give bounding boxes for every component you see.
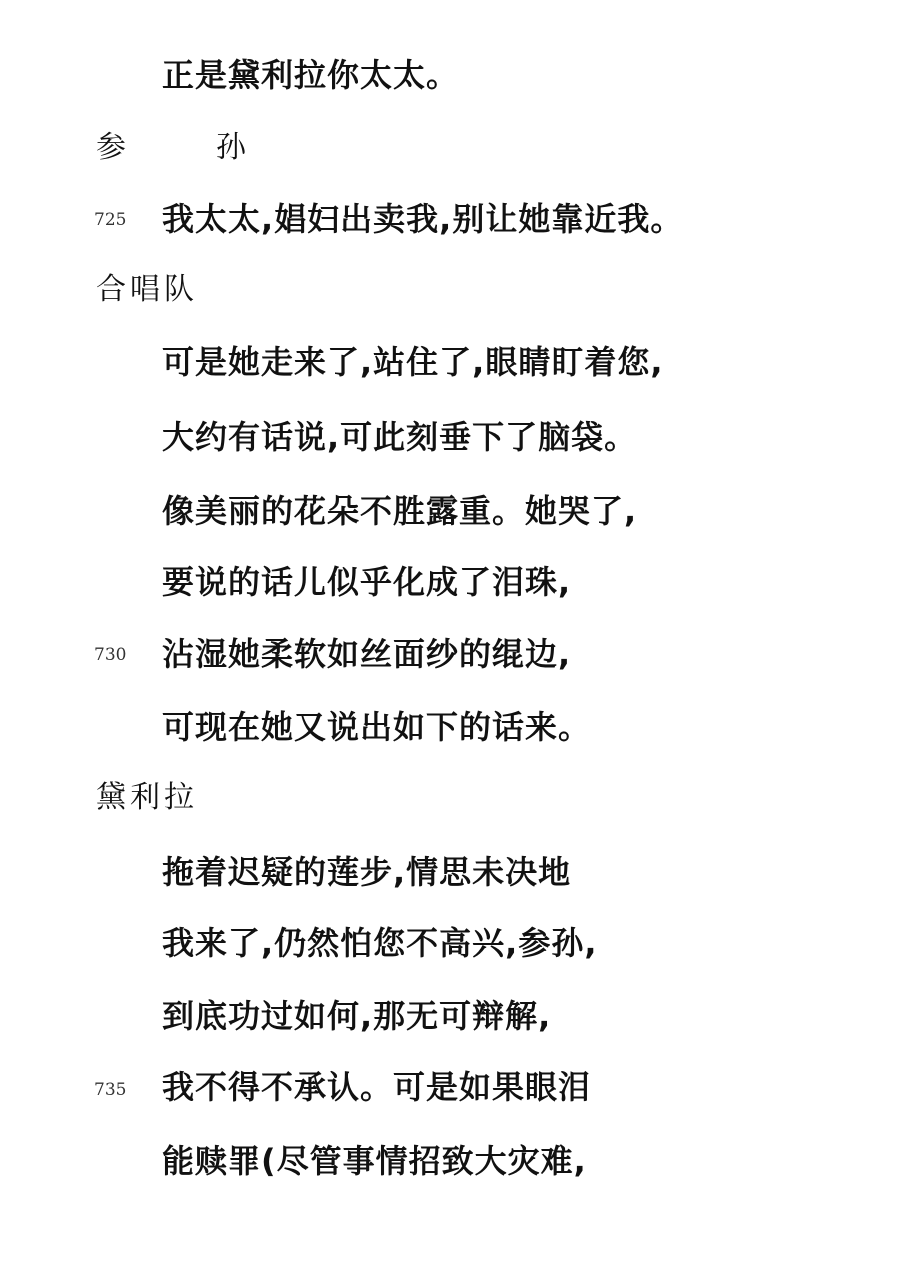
speaker-name: 合唱队 bbox=[96, 272, 198, 307]
speaker-name: 黛利拉 bbox=[96, 780, 198, 815]
verse-line: 拖着迟疑的莲步,情思未决地 bbox=[162, 853, 572, 891]
verse-line: 正是黛利拉你太太。 bbox=[162, 56, 460, 94]
verse-line: 能赎罪(尽管事情招致大灾难, bbox=[162, 1142, 587, 1180]
verse-line: 沾湿她柔软如丝面纱的绲边, bbox=[162, 635, 572, 673]
speaker-name: 参 孙 bbox=[96, 130, 276, 165]
verse-line: 到底功过如何,那无可辩解, bbox=[162, 997, 552, 1035]
verse-line: 大约有话说,可此刻垂下了脑袋。 bbox=[162, 418, 638, 456]
verse-line: 我来了,仍然怕您不高兴,参孙, bbox=[162, 924, 598, 962]
verse-line: 可是她走来了,站住了,眼睛盯着您, bbox=[162, 343, 664, 381]
verse-line: 像美丽的花朵不胜露重。她哭了, bbox=[162, 492, 638, 530]
line-number: 735 bbox=[94, 1080, 127, 1100]
verse-line: 可现在她又说出如下的话来。 bbox=[162, 708, 592, 746]
verse-line: 要说的话儿似乎化成了泪珠, bbox=[162, 563, 572, 601]
line-number: 725 bbox=[94, 210, 127, 230]
line-number: 730 bbox=[94, 645, 127, 665]
verse-line: 我太太,娼妇出卖我,别让她靠近我。 bbox=[162, 200, 684, 238]
verse-line: 我不得不承认。可是如果眼泪 bbox=[162, 1068, 592, 1106]
